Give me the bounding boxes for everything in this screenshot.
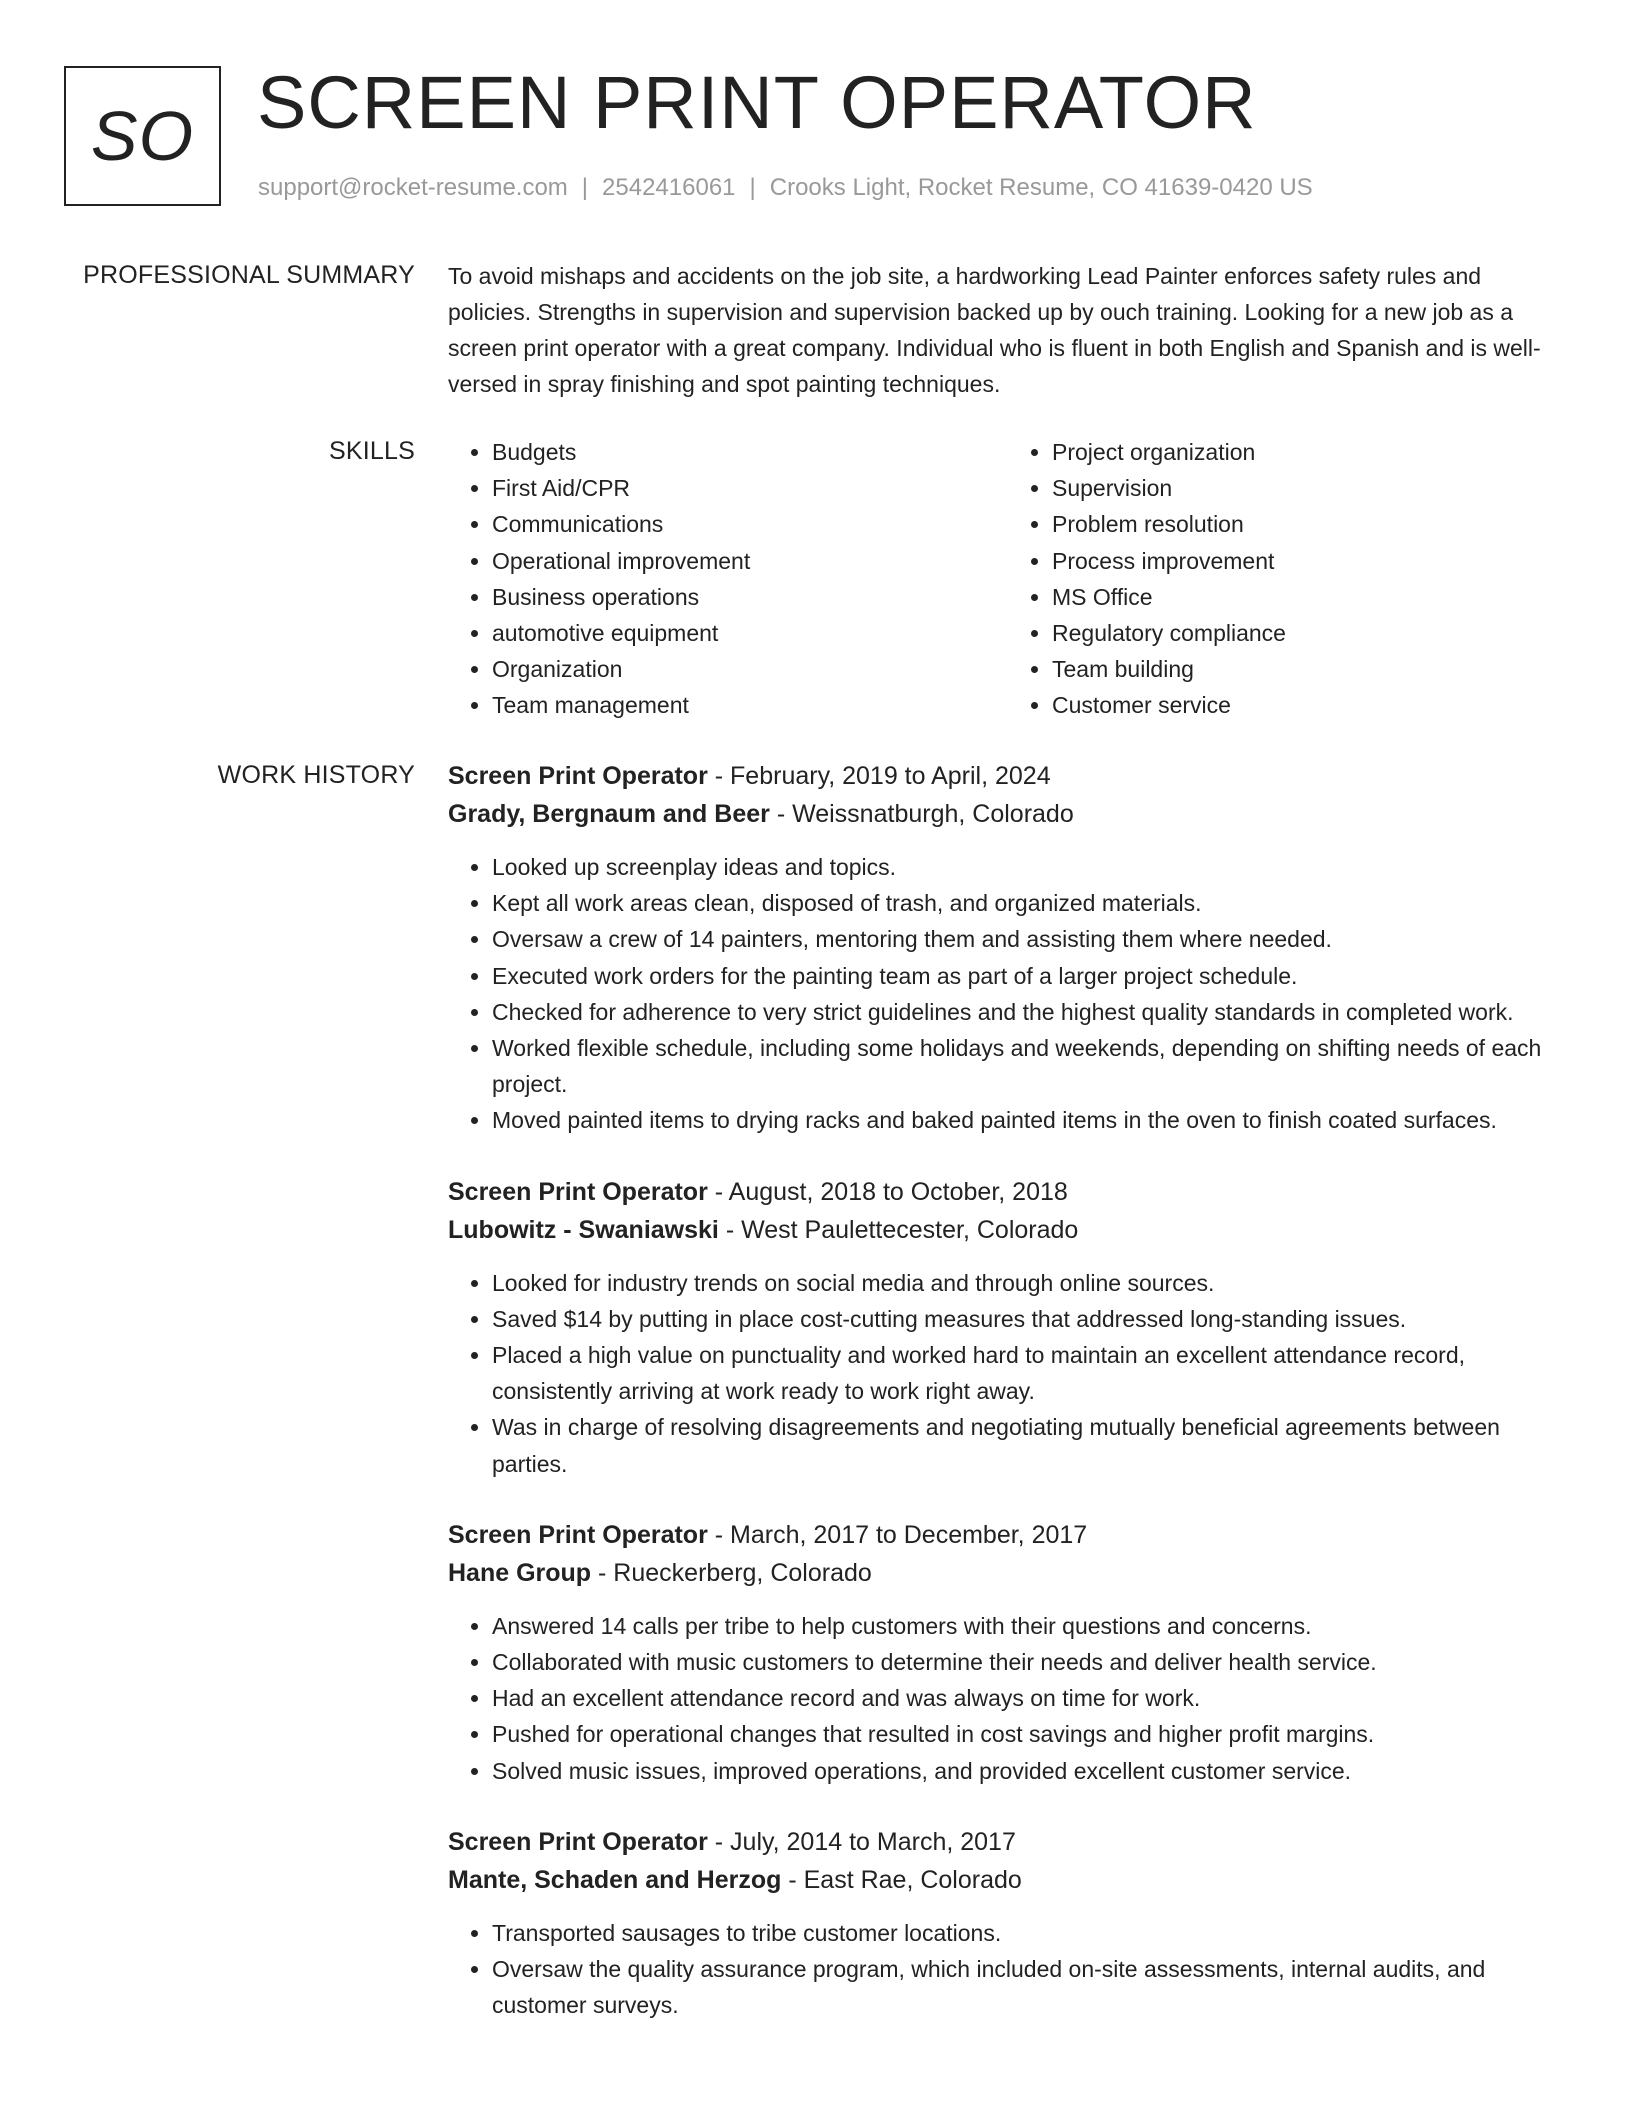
job-title-line [448, 1823, 1568, 1861]
skill-item: • Budgets [492, 434, 1008, 470]
job-company: Grady, Bergnaum and Beer [448, 800, 770, 828]
job-dates: - August, 2018 to October, 2018 [714, 1177, 1068, 1206]
job-company: Lubowitz - Swaniawski [448, 1215, 719, 1244]
job-entry [448, 1823, 1568, 2024]
job-location: - Rueckerberg, Colorado [598, 1558, 872, 1587]
contact-separator: | [581, 174, 589, 201]
resume-title: SCREEN PRINT OPERATOR [257, 61, 1257, 144]
skill-item: • Project organization [1052, 434, 1568, 470]
contact-separator: | [749, 174, 756, 201]
skill-item: • Operational improvement [492, 543, 1008, 579]
job-company-line [448, 1554, 1568, 1592]
skill-item: • Supervision [1052, 470, 1568, 506]
skill-item: • First Aid/CPR [492, 470, 1008, 506]
summary-heading: PROFESSIONAL SUMMARY [83, 261, 415, 289]
skills-heading: SKILLS [329, 437, 415, 465]
job-title: Screen Print Operator [448, 1177, 708, 1206]
job-bullet: • Answered 14 calls per tribe to help customers with their questions and concerns. [492, 1608, 1568, 1644]
skills-list-right [1008, 434, 1568, 724]
skill-item: • Organization [492, 651, 1008, 687]
job-location: - West Paulettecester, Colorado [725, 1215, 1079, 1244]
initials-monogram [64, 66, 221, 206]
job-entry [448, 1516, 1568, 1789]
job-bullet: • Solved music issues, improved operations, and provided excellent customer service. [492, 1753, 1568, 1789]
contact-line [258, 174, 1313, 202]
job-bullet: • Saved $14 by putting in place cost-cutting measures that addressed long-standing issues. [492, 1301, 1568, 1337]
job-bullet: • Had an excellent attendance record and was always on time for work. [492, 1680, 1568, 1716]
contact-email[interactable]: support@rocket-resume.com [258, 174, 568, 201]
skill-item: • Communications [492, 506, 1008, 542]
job-dates: - March, 2017 to December, 2017 [714, 1520, 1088, 1549]
job-entry [448, 1173, 1568, 1482]
skill-item: • Customer service [1052, 687, 1568, 723]
skill-item: • Team management [492, 687, 1008, 723]
job-company-line [448, 795, 1568, 833]
job-dates: - February, 2019 to April, 2024 [714, 762, 1051, 790]
job-bullet: • Executed work orders for the painting team as part of a larger project schedule. [492, 958, 1568, 994]
skill-item: • Team building [1052, 651, 1568, 687]
job-bullet: • Oversaw the quality assurance program, which included on-site assessments, internal audits, and customer surveys. [492, 1951, 1568, 2023]
summary-text: To avoid mishaps and accidents on the job site, a hardworking Lead Painter enforces safety rules and policies. Strengths in supervision and supervision backed up by ouch training. Looking for a new job as a screen print operator with a great company. Individual who is fluent in both English and Spanish and is well-versed in spray finishing and spot painting techniques. [448, 263, 1541, 397]
summary-body [448, 258, 1568, 402]
job-bullet-list [448, 1265, 1568, 1482]
work-history-heading: WORK HISTORY [217, 761, 415, 789]
job-title-line [448, 1516, 1568, 1554]
skill-item: • Business operations [492, 579, 1008, 615]
skills-list-left [448, 434, 1008, 724]
skills-grid [448, 434, 1568, 724]
job-title: Screen Print Operator [448, 1520, 708, 1549]
job-entry [448, 757, 1568, 1139]
job-title-line [448, 1173, 1568, 1211]
skill-item: • Problem resolution [1052, 506, 1568, 542]
job-company: Hane Group [448, 1558, 592, 1587]
job-bullet: • Collaborated with music customers to determine their needs and deliver health service. [492, 1644, 1568, 1680]
job-title-line [448, 757, 1568, 795]
job-bullet: • Pushed for operational changes that resulted in cost savings and higher profit margins. [492, 1716, 1568, 1752]
job-bullet: • Looked up screenplay ideas and topics. [492, 849, 1568, 885]
job-bullet-list [448, 1608, 1568, 1789]
skill-item: • automotive equipment [492, 615, 1008, 651]
job-location: - East Rae, Colorado [788, 1865, 1022, 1894]
job-bullet: • Moved painted items to drying racks and baked painted items in the oven to finish coated surfaces. [492, 1102, 1568, 1138]
job-location: - Weissnatburgh, Colorado [776, 800, 1074, 828]
skill-item: • Process improvement [1052, 543, 1568, 579]
job-bullet: • Placed a high value on punctuality and worked hard to maintain an excellent attendance record, consistently arriving at work ready to work right away. [492, 1337, 1568, 1409]
job-bullet: • Checked for adherence to very strict guidelines and the highest quality standards in completed work. [492, 994, 1568, 1030]
contact-phone[interactable]: 2542416061 [602, 174, 736, 201]
job-bullet: • Transported sausages to tribe customer locations. [492, 1915, 1568, 1951]
job-company-line [448, 1861, 1568, 1899]
job-bullet: • Worked flexible schedule, including some holidays and weekends, depending on shifting needs of each project. [492, 1030, 1568, 1102]
job-title: Screen Print Operator [448, 762, 708, 790]
initials-text: SO [90, 97, 195, 175]
contact-address: Crooks Light, Rocket Resume, CO 41639-0420 US [769, 174, 1313, 201]
skill-item: • MS Office [1052, 579, 1568, 615]
job-bullet: • Looked for industry trends on social media and through online sources. [492, 1265, 1568, 1301]
work-history-body [448, 757, 1568, 2057]
job-dates: - July, 2014 to March, 2017 [714, 1827, 1016, 1856]
job-bullet: • Kept all work areas clean, disposed of trash, and organized materials. [492, 885, 1568, 921]
job-bullet-list [448, 1915, 1568, 2024]
job-title: Screen Print Operator [448, 1827, 708, 1856]
job-bullet: • Oversaw a crew of 14 painters, mentoring them and assisting them where needed. [492, 921, 1568, 957]
job-bullet-list [448, 849, 1568, 1139]
job-company: Mante, Schaden and Herzog [448, 1865, 782, 1894]
skill-item: • Regulatory compliance [1052, 615, 1568, 651]
job-company-line [448, 1211, 1568, 1249]
job-bullet: • Was in charge of resolving disagreements and negotiating mutually beneficial agreements between parties. [492, 1409, 1568, 1481]
skills-body [448, 434, 1568, 724]
